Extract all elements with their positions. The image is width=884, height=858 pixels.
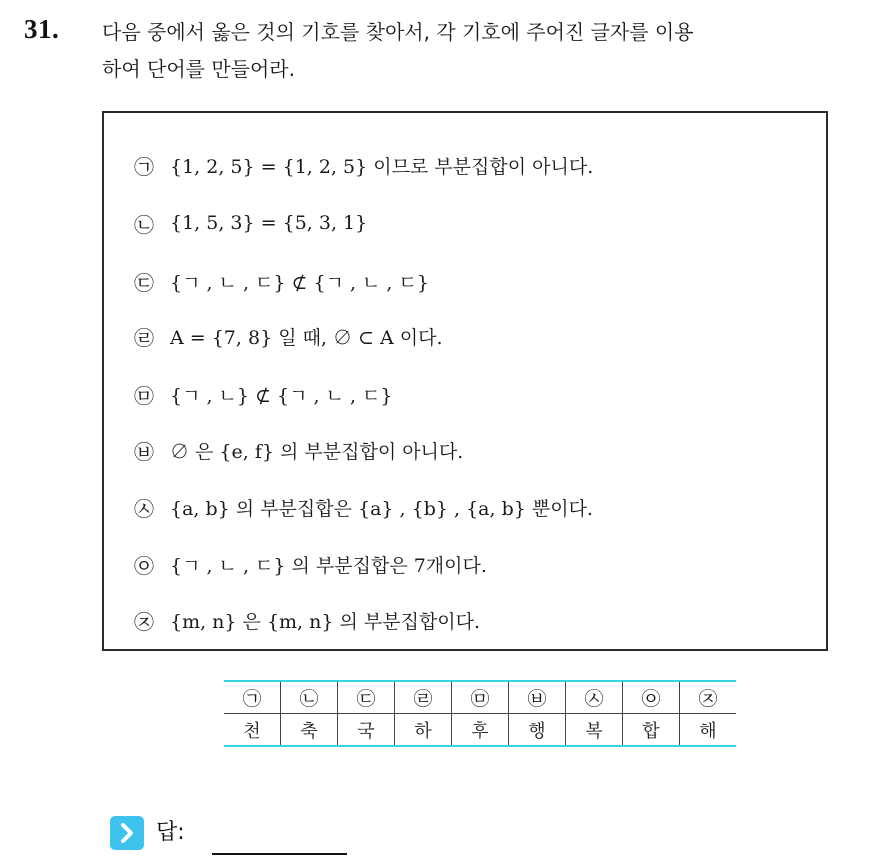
statement-marker: ㉤ — [134, 383, 154, 408]
symbol-cell: ㉨ — [680, 681, 737, 714]
statement-text: {1, 5, 3} = {5, 3, 1} — [170, 212, 368, 234]
chevron-right-icon-glyph — [117, 822, 137, 844]
statement-text: {ㄱ , ㄴ , ㄷ} ⊄ {ㄱ , ㄴ , ㄷ} — [170, 271, 429, 294]
symbol-cell: ㉢ — [338, 681, 395, 714]
statements-box — [102, 111, 828, 651]
statement-marker: ㉧ — [134, 553, 154, 578]
statement-item — [134, 206, 367, 240]
letter-cell: 해 — [699, 720, 717, 742]
statement-item — [134, 433, 463, 467]
statement-item — [134, 264, 429, 298]
statement-text: {1, 2, 5} = {1, 2, 5} 이므로 부분집합이 아니다. — [170, 155, 594, 178]
symbol-cell: ㉣ — [395, 681, 452, 714]
statement-item — [134, 547, 487, 581]
symbol-cell: ㉡ — [281, 681, 338, 714]
question-line-2: 하여 단어를 만들어라. — [102, 57, 295, 81]
letter-cell: 국 — [338, 714, 395, 747]
statement-marker: ㉣ — [134, 325, 154, 350]
statement-item — [134, 319, 443, 353]
statement-item — [134, 148, 593, 182]
question-line-1: 다음 중에서 옳은 것의 기호를 찾아서, 각 기호에 주어진 글자를 이용 — [102, 20, 694, 44]
letter-cell: 후 — [452, 714, 509, 747]
question-text — [102, 14, 872, 88]
statement-text: {m, n} 은 {m, n} 의 부분집합이다. — [170, 610, 481, 633]
letter-row — [224, 714, 736, 747]
statement-item — [134, 490, 593, 524]
statement-text: {a, b} 의 부분집합은 {a} , {b} , {a, b} 뿐이다. — [170, 497, 593, 520]
letter-cell: 축 — [281, 714, 338, 747]
statement-item — [134, 377, 392, 411]
symbol-cell: ㉤ — [452, 681, 509, 714]
statement-item — [134, 603, 480, 637]
statement-marker: ㉦ — [134, 496, 154, 521]
letter-cell: 천 — [224, 714, 281, 747]
symbol-row — [224, 681, 736, 714]
statement-marker: ㉥ — [134, 439, 154, 464]
symbol-cell: ㉥ — [509, 681, 566, 714]
answer-blank[interactable] — [212, 853, 347, 855]
symbol-letter-table — [224, 680, 736, 747]
symbol-cell: ㉠ — [224, 681, 281, 714]
letter-cell: 합 — [623, 714, 680, 747]
statement-marker: ㉢ — [134, 270, 154, 295]
question-number: 31. — [24, 14, 60, 44]
statement-marker: ㉡ — [134, 212, 154, 237]
letter-cell: 행 — [509, 714, 566, 747]
statement-text: A = {7, 8} 일 때, ∅ ⊂ A 이다. — [170, 326, 443, 349]
statement-marker: ㉠ — [134, 154, 154, 179]
letter-cell: 하 — [395, 714, 452, 747]
chevron-right-icon — [110, 816, 144, 850]
symbol-cell: ㉧ — [623, 681, 680, 714]
statement-text: ∅ 은 {e, f} 의 부분집합이 아니다. — [170, 440, 464, 463]
statement-marker: ㉨ — [134, 609, 154, 634]
symbol-cell: ㉦ — [566, 681, 623, 714]
answer-label: 답: — [156, 820, 185, 845]
statement-text: {ㄱ , ㄴ} ⊄ {ㄱ , ㄴ , ㄷ} — [170, 384, 393, 407]
statement-text: {ㄱ , ㄴ , ㄷ} 의 부분집합은 7개이다. — [170, 554, 487, 577]
letter-cell: 복 — [566, 714, 623, 747]
